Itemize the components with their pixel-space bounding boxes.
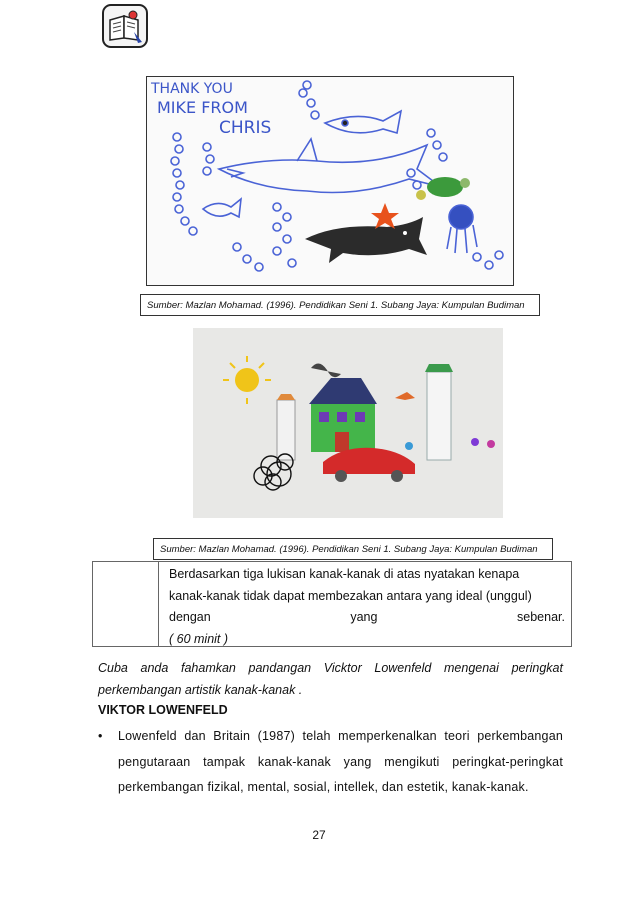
section-heading: VIKTOR LOWENFELD (98, 703, 228, 717)
activity-line-2: kanak-kanak tidak dapat membezakan antara yang ideal (unggul) (169, 588, 532, 603)
handwritten-thank-you: THANK YOU (151, 81, 233, 97)
page-number: 27 (312, 828, 326, 842)
activity-word-dengan: dengan (169, 610, 211, 624)
activity-time: ( 60 minit ) (169, 631, 229, 646)
handwritten-chris: CHRIS (219, 118, 272, 138)
activity-icon-cell (93, 562, 159, 646)
bullet-text: Lowenfeld dan Britain (1987) telah memperkenalkan teori perkembangan pengutaraan tampak kanak-kanak yang mengikuti peringkat-peringkat perkembangan fizikal, mental, sosial, intellek, dan estetik, kanak-kanak. (118, 729, 563, 794)
child-drawing-house-car (193, 328, 503, 518)
intro-paragraph: Cuba anda fahamkan pandangan Vicktor Lowenfeld mengenai peringkat perkembangan artistik kanak-kanak . (98, 661, 563, 697)
activity-line-3 (169, 607, 565, 629)
bullet-symbol: • (98, 729, 103, 743)
child-drawing-sea-animals (146, 76, 514, 286)
activity-word-sebenar: sebenar. (517, 610, 565, 624)
image-source-caption: Sumber: Mazlan Mohamad. (1996). Pendidikan Seni 1. Subang Jaya: Kumpulan Budiman (140, 294, 540, 316)
activity-word-yang: yang (350, 610, 378, 624)
book-logo-icon (102, 4, 148, 48)
activity-box (92, 561, 572, 647)
activity-text (169, 564, 565, 650)
image-source-caption-2: Sumber: Mazlan Mohamad. (1996). Pendidikan Seni 1. Subang Jaya: Kumpulan Budiman (153, 538, 553, 560)
bullet-item (98, 724, 563, 801)
handwritten-mike-from: MIKE FROM (157, 98, 248, 117)
activity-line-1: Berdasarkan tiga lukisan kanak-kanak di atas nyatakan kenapa (169, 567, 520, 581)
